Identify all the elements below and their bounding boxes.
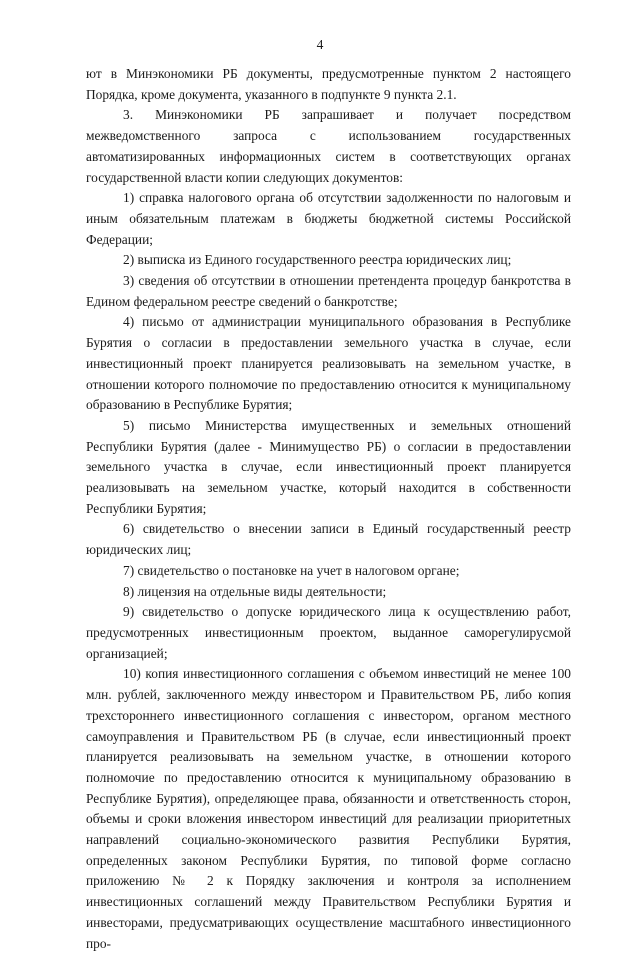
list-item-6: 6) свидетельство о внесении записи в Единый государственный реестр юридических лиц; [86, 521, 571, 558]
paragraph-continuation: ют в Минэкономики РБ документы, предусмотренные пунктом 2 настоящего Порядка, кроме документа, указанного в подпункте 9 пункта 2.1. [86, 66, 571, 102]
list-item-10: 10) копия инвестиционного соглашения с объемом инвестиций не менее 100 млн. рублей, заключенного между инвестором и Правительством РБ, либо копия трехстороннего инвестиционного соглашения с инвестором, органом местного самоуправления и Правительством РБ (в случае, если инвестиционный проект планируется реализовывать на земельном участке, в отношении которого полномочие по предоставлению относится к муниципальному образованию в Республике Бурятия), определяющее права, обязанности и ответственность сторон, объемы и сроки вложения инвестором инвестиций для реализации приоритетных направлений социально-экономического развития Республики Бурятия, определенных законом Республики Бурятия, по типовой форме согласно приложению № 2 к Порядку заключения и контроля за исполнением инвестиционных соглашений между Правительством Республики Бурятия и инвесторами, предусматривающих осуществление масштабного инвестиционного про- [86, 666, 571, 951]
document-body [86, 64, 571, 954]
list-item-9: 9) свидетельство о допуске юридического лица к осуществлению работ, предусмотренных инвестиционным проектом, выданное саморегулирусмой организацией; [86, 604, 571, 661]
list-item-8: 8) лицензия на отдельные виды деятельности; [123, 583, 387, 599]
page-number: 4 [316, 37, 324, 52]
list-item-2: 2) выписка из Единого государственного реестра юридических лиц; [123, 252, 512, 268]
list-item-1: 1) справка налогового органа об отсутствии задолженности по налоговым и иным обязательным платежам в бюджеты бюджетной системы Российской Федерации; [86, 190, 571, 247]
paragraph-item-3: 3. Минэкономики РБ запрашивает и получает посредством межведомственного запроса с использованием государственных автоматизированных информационных систем в соответствующих органах государственной власти копии следующих документов: [86, 107, 571, 185]
list-item-3: 3) сведения об отсутствии в отношении претендента процедур банкротства в Едином федеральном реестре сведений о банкротстве; [86, 273, 571, 309]
list-item-4: 4) письмо от администрации муниципального образования в Республике Бурятия о согласии в предоставлении земельного участка в случае, если инвестиционный проект планируется реализовывать на земельном участке, в отношении которого полномочие по предоставлению относится к муниципальному образованию в Республике Бурятия; [86, 314, 571, 413]
list-item-7: 7) свидетельство о постановке на учет в налоговом органе; [123, 562, 460, 578]
list-item-5: 5) письмо Министерства имущественных и земельных отношений Республики Бурятия (далее - Минимущество РБ) о согласии в предоставлении земельного участка в случае, если инвестиционный проект планируется реализовывать на земельном участке, который находится в собственности Республики Бурятия; [86, 417, 571, 516]
